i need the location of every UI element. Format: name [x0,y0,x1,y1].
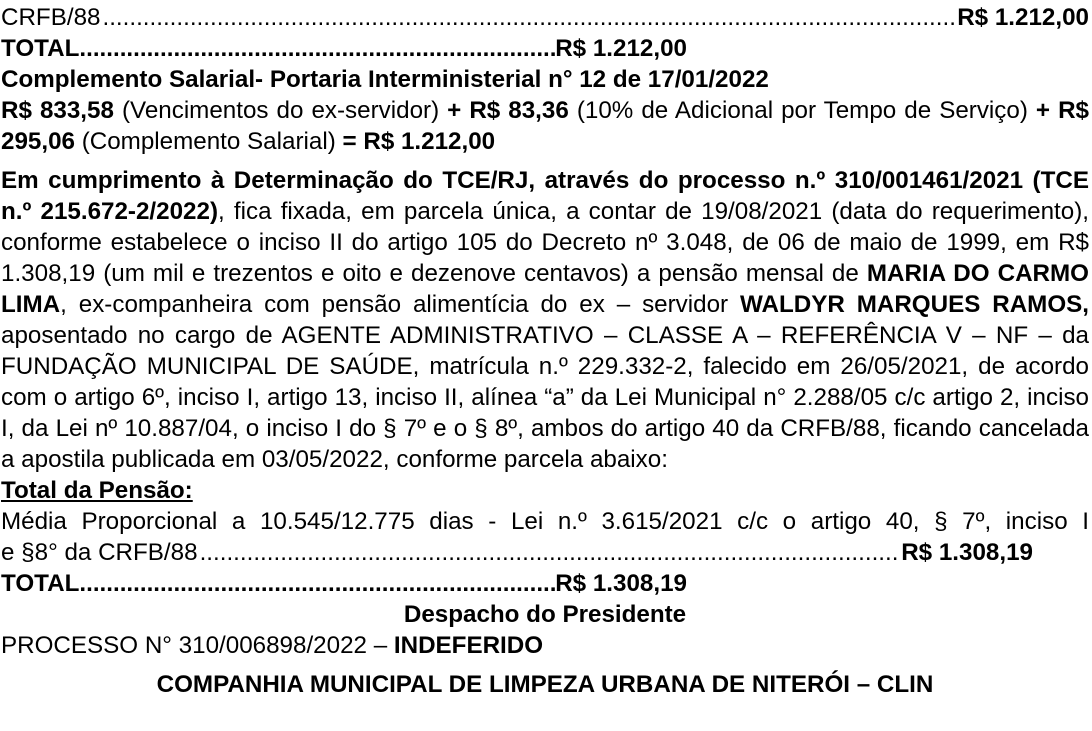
processo-line [1,630,1089,661]
pensao-line-1: Média Proporcional a 10.545/12.775 dias - Lei n.º 3.615/2021 c/c o artigo 40, § 7º, inciso I [1,508,1089,535]
vencimentos-text: (Vencimentos do ex-servidor) [113,97,448,124]
crfb-line [1,2,1089,33]
dot-leader [79,568,555,599]
adicional-value: + R$ 83,36 [447,97,569,124]
beneficiary-name: MARIA DO CARMO LIMA [1,260,1089,318]
pensao-line-2-prefix: e §8° da CRFB/88 [1,539,198,566]
despacho-heading: Despacho do Presidente [403,601,687,628]
processo-status: INDEFERIDO [393,632,544,659]
paragraph-text-1: , fica fixada, em parcela única, a contar de 19/08/2021 (data do requerimento), conforme estabelece o inciso II do artigo 105 do Decreto nº 3.048, de 06 de maio de 1999, em R$ 1.308,19 (um mil e trezentos e oito e dezenove centavos) a pensão mensal de [1,198,1089,287]
complemento-heading: Complemento Salarial- Portaria Interministerial n° 12 de 17/01/2022 [1,66,769,93]
paragraph-intro: Em cumprimento à Determinação do TCE/RJ, através do processo n.º 310/001461/2021 (TCE n.º 215.672-2/2022) [1,167,1089,225]
paragraph-text-2: , ex-companheira com pensão alimentícia do ex – servidor [60,291,740,318]
pensao-value: R$ 1.308,19 [901,539,1033,566]
server-name: WALDYR MARQUES RAMOS, [740,291,1089,318]
vencimentos-value: R$ 833,58 [1,97,114,124]
dot-leader [200,537,900,568]
main-paragraph [1,165,1089,475]
pensao-heading: Total da Pensão: [1,477,193,504]
crfb-value: R$ 1.212,00 [957,4,1089,31]
total-line-1 [1,33,687,64]
total-value-1: R$ 1.212,00 [555,35,687,62]
dot-leader [102,2,955,33]
total-value-2: R$ 1.308,19 [555,570,687,597]
total-label-2: TOTAL [1,570,80,597]
complemento-value: + R$ 295,06 [1,97,1089,155]
footer-heading: COMPANHIA MUNICIPAL DE LIMPEZA URBANA DE NITERÓI – CLIN [156,671,934,698]
paragraph-text-3: aposentado no cargo de AGENTE ADMINISTRATIVO – CLASSE A – REFERÊNCIA V – NF – da FUNDAÇÃO MUNICIPAL DE SAÚDE, matrícula n.º 229.332-2, falecido em 26/05/2021, de acordo com o artigo 6º, inciso I, artigo 13, inciso II, alínea “a” da Lei Municipal n° 2.288/05 c/c artigo 2, inciso I, da Lei nº 10.887/04, o inciso I do § 7º e o § 8º, ambos do artigo 40 da CRFB/88, ficando cancelada a apostila publicada em 03/05/2022, conforme parcela abaixo: [1,322,1089,473]
pensao-line-2 [1,537,1033,568]
complemento-text: (Complemento Salarial) [74,128,343,155]
total-label-1: TOTAL [1,35,80,62]
complemento-calculation [1,95,1089,157]
processo-text: PROCESSO N° 310/006898/2022 – [1,632,394,659]
complemento-total: = R$ 1.212,00 [342,128,496,155]
crfb-prefix: CRFB/88 [1,4,101,31]
adicional-text: (10% de Adicional por Tempo de Serviço) [568,97,1036,124]
total-line-2 [1,568,687,599]
dot-leader [79,33,555,64]
